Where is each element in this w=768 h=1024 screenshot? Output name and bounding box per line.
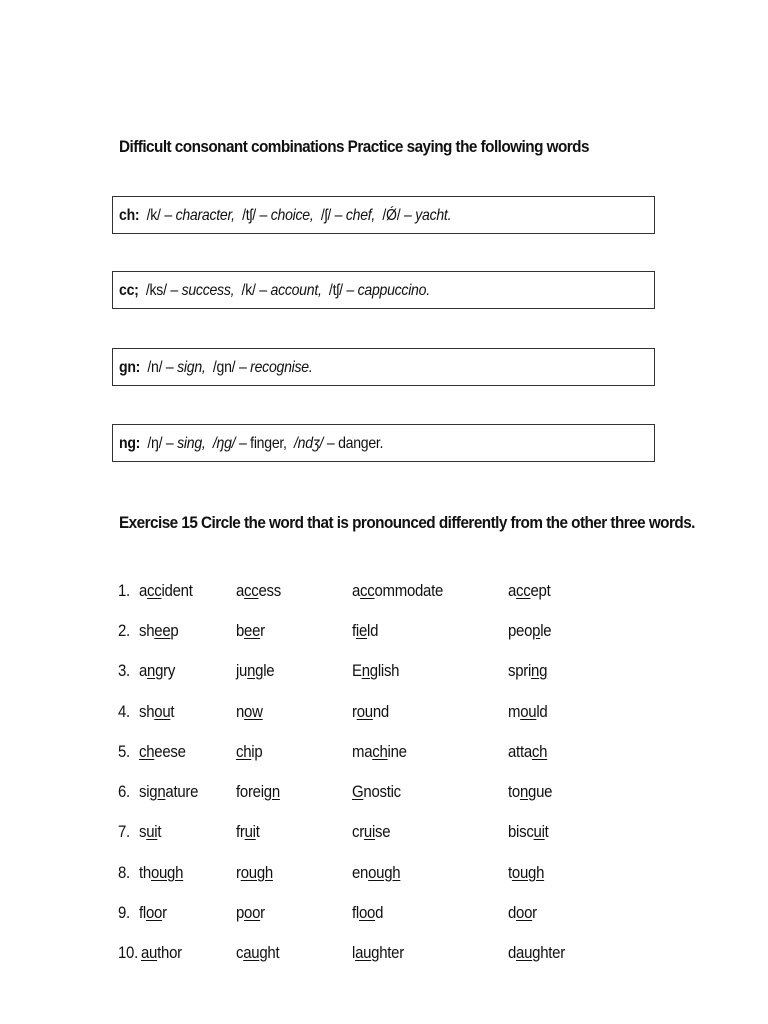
exercise-word[interactable]: machine xyxy=(352,742,407,761)
exercise-word[interactable]: people xyxy=(508,621,552,640)
exercise-row xyxy=(0,702,768,726)
row-number: 1. xyxy=(118,581,130,600)
underlined-letters: cc xyxy=(147,581,162,600)
exercise-row xyxy=(0,621,768,645)
box-key: cc; xyxy=(119,282,139,299)
example-word: finger, xyxy=(250,435,287,452)
exercise-word[interactable]: now xyxy=(236,702,263,721)
ipa: /ŋ/ xyxy=(147,435,163,452)
underlined-letters: G xyxy=(352,782,364,801)
exercise-word[interactable]: English xyxy=(352,661,400,680)
exercise-word[interactable]: biscuit xyxy=(508,822,549,841)
ipa: /tʃ/ xyxy=(242,207,256,224)
exercise-word[interactable]: author xyxy=(141,943,182,962)
exercise-word[interactable]: sheep xyxy=(139,621,179,640)
example-word: character, xyxy=(175,207,235,224)
exercise-word[interactable]: poor xyxy=(236,903,265,922)
underlined-letters: p xyxy=(532,621,541,640)
row-number: 6. xyxy=(118,782,130,801)
example-word: account, xyxy=(270,282,322,299)
underlined-letters: ch xyxy=(531,742,548,761)
underlined-letters: ng xyxy=(147,661,164,680)
ipa: /ndʒ/ xyxy=(293,435,324,452)
exercise-word[interactable]: flood xyxy=(352,903,384,922)
ipa: /ŋg/ xyxy=(212,435,236,452)
exercise-word[interactable]: round xyxy=(352,702,389,721)
ipa: /k/ xyxy=(241,282,256,299)
underlined-letters: ui xyxy=(533,822,545,841)
row-number: 2. xyxy=(118,621,130,640)
exercise-row xyxy=(0,943,768,967)
exercise-word[interactable]: Gnostic xyxy=(352,782,401,801)
row-number: 8. xyxy=(118,863,130,882)
underlined-letters: ou xyxy=(520,702,537,721)
exercise-word[interactable]: door xyxy=(508,903,537,922)
box-key: ch: xyxy=(119,207,140,224)
exercise-word[interactable]: rough xyxy=(236,863,273,882)
ipa: /tʃ/ xyxy=(328,282,343,299)
box-key: ng: xyxy=(119,435,141,452)
underlined-letters: ough xyxy=(240,863,273,882)
ipa: /ks/ xyxy=(145,282,167,299)
exercise-word[interactable]: foreign xyxy=(236,782,280,801)
exercise-word[interactable]: field xyxy=(352,621,379,640)
underlined-letters: ui xyxy=(244,822,256,841)
example-word: chef, xyxy=(345,207,376,224)
exercise-word[interactable]: access xyxy=(236,581,281,600)
exercise-word[interactable]: daughter xyxy=(508,943,565,962)
ipa: /n/ xyxy=(147,359,163,376)
underlined-letters: oo xyxy=(516,903,533,922)
row-number: 5. xyxy=(118,742,130,761)
underlined-letters: au xyxy=(243,943,260,962)
underlined-letters: ui xyxy=(363,822,376,841)
ipa: /Ǿ/ xyxy=(382,207,401,224)
underlined-letters: gn xyxy=(149,782,166,801)
exercise-word[interactable]: mould xyxy=(508,702,548,721)
underlined-letters: au xyxy=(516,943,533,962)
underlined-letters: au xyxy=(355,943,372,962)
exercise-word[interactable]: shout xyxy=(139,702,175,721)
exercise-word[interactable]: angry xyxy=(139,661,176,680)
underlined-letters: cc xyxy=(244,581,259,600)
exercise-word[interactable]: cheese xyxy=(139,742,186,761)
underlined-letters: oo xyxy=(244,903,261,922)
exercise-row xyxy=(0,661,768,685)
exercise-word[interactable]: fruit xyxy=(236,822,260,841)
row-number: 10. xyxy=(118,943,139,962)
ipa: /gn/ xyxy=(212,359,236,376)
exercise-word[interactable]: though xyxy=(139,863,184,882)
underlined-letters: ng xyxy=(361,661,378,680)
example-word: yacht. xyxy=(415,207,452,224)
box-cc: cc; /ks/ – success, /k/ – account, /tʃ/ – cappuccino. xyxy=(112,271,655,309)
exercise-row xyxy=(0,822,768,846)
underlined-letters: ui xyxy=(146,822,158,841)
exercise-word[interactable]: caught xyxy=(236,943,280,962)
exercise-word[interactable]: accept xyxy=(508,581,551,600)
underlined-letters: ough xyxy=(368,863,401,882)
underlined-letters: ee xyxy=(244,621,261,640)
example-word: danger. xyxy=(338,435,384,452)
underlined-letters: ou xyxy=(356,702,373,721)
underlined-letters: ie xyxy=(355,621,368,640)
exercise-word[interactable]: jungle xyxy=(236,661,275,680)
underlined-letters: ough xyxy=(150,863,184,882)
exercise-word[interactable]: beer xyxy=(236,621,265,640)
example-word: success, xyxy=(181,282,235,299)
exercise-word[interactable]: floor xyxy=(139,903,167,922)
row-number: 9. xyxy=(118,903,130,922)
row-number: 3. xyxy=(118,661,130,680)
box-ng: ng: /ŋ/ – sing, /ŋg/ – finger, /ndʒ/ – danger. xyxy=(112,424,655,462)
exercise-word[interactable]: laughter xyxy=(352,943,404,962)
underlined-letters: ee xyxy=(154,621,171,640)
underlined-letters: au xyxy=(141,943,158,962)
underlined-letters: ch xyxy=(236,742,252,761)
example-word: sing, xyxy=(177,435,206,452)
underlined-letters: oo xyxy=(358,903,376,922)
exercise-word[interactable]: tough xyxy=(508,863,545,882)
box-ch: ch: /k/ – character, /tʃ/ – choice, /ʃ/ – chef, /Ǿ/ – yacht. xyxy=(112,196,655,234)
exercise-word[interactable]: cruise xyxy=(352,822,391,841)
example-word: cappuccino. xyxy=(357,282,430,299)
exercise-word[interactable]: enough xyxy=(352,863,401,882)
underlined-letters: ng xyxy=(247,661,264,680)
exercise-row xyxy=(0,903,768,927)
exercise-word[interactable]: suit xyxy=(139,822,162,841)
exercise-word[interactable]: accident xyxy=(139,581,193,600)
exercise-word[interactable]: attach xyxy=(508,742,548,761)
box-key: gn: xyxy=(119,359,141,376)
underlined-letters: ng xyxy=(531,661,548,680)
exercise-word[interactable]: signature xyxy=(139,782,199,801)
exercise-word[interactable]: tongue xyxy=(508,782,553,801)
exercise-word[interactable]: accommodate xyxy=(352,581,444,600)
underlined-letters: ng xyxy=(519,782,537,801)
underlined-letters: oo xyxy=(145,903,163,922)
underlined-letters: gn xyxy=(263,782,280,801)
row-number: 7. xyxy=(118,822,130,841)
underlined-letters: cc xyxy=(516,581,531,600)
ipa: /ʃ/ xyxy=(320,207,331,224)
exercise-title: Exercise 15 Circle the word that is pronounced differently from the other three words. xyxy=(119,513,695,532)
exercise-row xyxy=(0,863,768,887)
exercise-word[interactable]: spring xyxy=(508,661,548,680)
example-word: choice, xyxy=(270,207,314,224)
exercise-row xyxy=(0,742,768,766)
page-title: Difficult consonant combinations Practice saying the following words xyxy=(119,137,589,156)
exercise-word[interactable]: chip xyxy=(236,742,263,761)
box-gn: gn: /n/ – sign, /gn/ – recognise. xyxy=(112,348,655,386)
row-number: 4. xyxy=(118,702,130,721)
underlined-letters: ou xyxy=(154,702,171,721)
example-word: recognise. xyxy=(250,359,313,376)
underlined-letters: ough xyxy=(511,863,545,882)
exercise-row xyxy=(0,581,768,605)
underlined-letters: ch xyxy=(139,742,155,761)
underlined-letters: ow xyxy=(244,702,263,721)
underlined-letters: cc xyxy=(360,581,375,600)
exercise-row xyxy=(0,782,768,806)
ipa: /k/ xyxy=(146,207,161,224)
underlined-letters: ch xyxy=(372,742,388,761)
example-word: sign, xyxy=(177,359,206,376)
